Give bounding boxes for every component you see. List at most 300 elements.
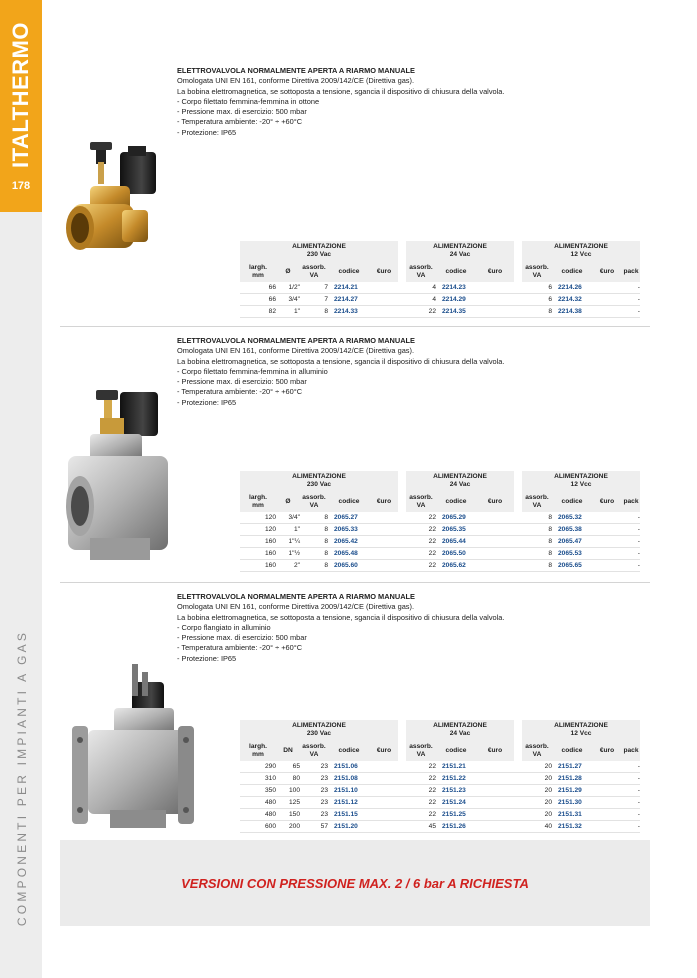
- brand-logo: [0, 0, 42, 180]
- group-header-230vac: ALIMENTAZIONE 230 Vac: [240, 241, 398, 261]
- group-gap: [398, 761, 406, 773]
- absorption-cell: 7: [300, 282, 328, 294]
- price-cell: [476, 560, 514, 572]
- column-header-code: codice: [436, 491, 476, 512]
- group-gap: [514, 241, 522, 261]
- price-cell: [592, 773, 622, 785]
- absorption-cell: 23: [300, 809, 328, 821]
- column-header-absorption: assorb. VA: [300, 491, 328, 512]
- column-header-price: €uro: [476, 740, 514, 761]
- code-cell: 2151.20: [328, 821, 370, 833]
- group-gap: [398, 809, 406, 821]
- absorption-cell: 23: [300, 785, 328, 797]
- absorption-cell: 22: [406, 809, 436, 821]
- brass-valve-image: [62, 142, 162, 314]
- width-cell: 350: [240, 785, 276, 797]
- pack-cell: -: [622, 548, 640, 560]
- code-cell: 2151.26: [436, 821, 476, 833]
- table-row: [240, 809, 640, 821]
- product-description: [177, 336, 504, 408]
- group-gap: [398, 294, 406, 306]
- product-section-1: [60, 66, 650, 324]
- price-cell: [476, 761, 514, 773]
- price-cell: [592, 809, 622, 821]
- absorption-cell: 20: [522, 809, 552, 821]
- absorption-cell: 22: [406, 761, 436, 773]
- group-gap: [514, 761, 522, 773]
- absorption-cell: 22: [406, 536, 436, 548]
- pressure-versions-banner: [60, 840, 650, 926]
- column-header-price: €uro: [592, 740, 622, 761]
- absorption-cell: 20: [522, 773, 552, 785]
- width-cell: 160: [240, 560, 276, 572]
- description-line: Omologata UNI EN 161, conforme Direttiva 2009/142/CE (Direttiva gas).: [177, 346, 415, 356]
- width-cell: 120: [240, 524, 276, 536]
- product-description: [177, 66, 504, 138]
- code-cell: 2065.50: [436, 548, 476, 560]
- absorption-cell: 22: [406, 512, 436, 524]
- price-cell: [370, 306, 398, 318]
- group-gap: [514, 740, 522, 761]
- column-header-code: codice: [552, 740, 592, 761]
- column-header-price: €uro: [370, 491, 398, 512]
- description-line: - Corpo filettato femmina-femmina in alluminio: [177, 366, 328, 376]
- description-line: - Protezione: IP65: [177, 127, 237, 137]
- dn-cell: 200: [276, 821, 300, 833]
- column-header-price: €uro: [370, 261, 398, 282]
- code-cell: 2214.33: [328, 306, 370, 318]
- description-line: - Temperatura ambiente: -20° ÷ +60°C: [177, 117, 303, 127]
- code-cell: 2151.24: [436, 797, 476, 809]
- column-header-diameter: Ø: [276, 491, 300, 512]
- column-header-price: €uro: [476, 491, 514, 512]
- price-cell: [592, 536, 622, 548]
- absorption-cell: 23: [300, 773, 328, 785]
- group-header-12vcc: ALIMENTAZIONE 12 Vcc: [522, 720, 640, 740]
- code-cell: 2151.27: [552, 761, 592, 773]
- group-gap: [514, 821, 522, 833]
- code-cell: 2151.15: [328, 809, 370, 821]
- table-row: [240, 282, 640, 294]
- absorption-cell: 6: [522, 294, 552, 306]
- width-cell: 120: [240, 512, 276, 524]
- column-header-width: largh. mm: [240, 740, 276, 761]
- group-gap: [398, 740, 406, 761]
- column-header-code: codice: [328, 261, 370, 282]
- pack-cell: -: [622, 809, 640, 821]
- table-row: [240, 773, 640, 785]
- column-header-pack: pack: [622, 491, 640, 512]
- description-line: - Temperatura ambiente: -20° ÷ +60°C: [177, 643, 303, 653]
- absorption-cell: 22: [406, 548, 436, 560]
- group-header-24vac: ALIMENTAZIONE 24 Vac: [406, 471, 514, 491]
- group-gap: [514, 809, 522, 821]
- price-cell: [476, 524, 514, 536]
- width-cell: 600: [240, 821, 276, 833]
- price-cell: [592, 294, 622, 306]
- absorption-cell: 57: [300, 821, 328, 833]
- column-header-width: largh. mm: [240, 261, 276, 282]
- code-cell: 2214.35: [436, 306, 476, 318]
- price-cell: [592, 548, 622, 560]
- banner-text: VERSIONI CON PRESSIONE MAX. 2 / 6 bar A RICHIESTA: [181, 876, 529, 891]
- section-divider: [60, 326, 650, 327]
- table-row: [240, 536, 640, 548]
- absorption-cell: 8: [522, 548, 552, 560]
- group-gap: [398, 773, 406, 785]
- group-header-12vcc: ALIMENTAZIONE 12 Vcc: [522, 241, 640, 261]
- pack-cell: -: [622, 797, 640, 809]
- dn-cell: 125: [276, 797, 300, 809]
- column-header-absorption: assorb. VA: [522, 491, 552, 512]
- group-gap: [514, 282, 522, 294]
- code-cell: 2151.25: [436, 809, 476, 821]
- product-title: ELETTROVALVOLA NORMALMENTE APERTA A RIARMO MANUALE: [177, 592, 415, 601]
- code-cell: 2065.29: [436, 512, 476, 524]
- group-gap: [514, 512, 522, 524]
- absorption-cell: 22: [406, 773, 436, 785]
- price-cell: [476, 512, 514, 524]
- code-cell: 2065.60: [328, 560, 370, 572]
- absorption-cell: 8: [300, 548, 328, 560]
- group-gap: [514, 797, 522, 809]
- section-divider: [60, 582, 650, 583]
- width-cell: 82: [240, 306, 276, 318]
- sidebar: [0, 0, 42, 978]
- price-cell: [592, 785, 622, 797]
- description-line: - Pressione max. di esercizio: 500 mbar: [177, 107, 307, 117]
- absorption-cell: 8: [300, 306, 328, 318]
- group-gap: [398, 261, 406, 282]
- absorption-cell: 23: [300, 797, 328, 809]
- group-gap: [514, 261, 522, 282]
- price-cell: [370, 536, 398, 548]
- absorption-cell: 7: [300, 294, 328, 306]
- absorption-cell: 23: [300, 761, 328, 773]
- code-cell: 2065.27: [328, 512, 370, 524]
- code-cell: 2151.21: [436, 761, 476, 773]
- absorption-cell: 20: [522, 761, 552, 773]
- price-cell: [476, 306, 514, 318]
- group-gap: [514, 491, 522, 512]
- group-gap: [398, 720, 406, 740]
- flanged-valve-image: [70, 664, 194, 834]
- width-cell: 290: [240, 761, 276, 773]
- absorption-cell: 8: [522, 306, 552, 318]
- pack-cell: -: [622, 536, 640, 548]
- pack-cell: -: [622, 773, 640, 785]
- aluminium-threaded-valve-image: [60, 388, 172, 576]
- group-gap: [398, 524, 406, 536]
- price-cell: [476, 785, 514, 797]
- table-row: [240, 294, 640, 306]
- absorption-cell: 8: [300, 536, 328, 548]
- column-header-width: largh. mm: [240, 491, 276, 512]
- column-header-price: €uro: [592, 491, 622, 512]
- code-cell: 2151.06: [328, 761, 370, 773]
- table-row: [240, 761, 640, 773]
- pack-cell: -: [622, 560, 640, 572]
- description-line: Omologata UNI EN 161, conforme Direttiva 2009/142/CE (Direttiva gas).: [177, 76, 415, 86]
- group-gap: [398, 560, 406, 572]
- code-cell: 2214.21: [328, 282, 370, 294]
- spec-table: [240, 471, 640, 572]
- code-cell: 2065.47: [552, 536, 592, 548]
- diameter-cell: 1"¼: [276, 536, 300, 548]
- dn-cell: 80: [276, 773, 300, 785]
- price-cell: [592, 282, 622, 294]
- group-header-12vcc: ALIMENTAZIONE 12 Vcc: [522, 471, 640, 491]
- group-gap: [514, 306, 522, 318]
- price-cell: [370, 809, 398, 821]
- group-gap: [398, 241, 406, 261]
- description-line: La bobina elettromagnetica, se sottoposta a tensione, sgancia il dispositivo di chiusura della valvola.: [177, 356, 505, 366]
- price-cell: [592, 761, 622, 773]
- width-cell: 480: [240, 797, 276, 809]
- price-cell: [592, 821, 622, 833]
- pack-cell: -: [622, 785, 640, 797]
- price-cell: [476, 797, 514, 809]
- code-cell: 2065.35: [436, 524, 476, 536]
- table-row: [240, 524, 640, 536]
- code-cell: 2151.23: [436, 785, 476, 797]
- pack-cell: -: [622, 761, 640, 773]
- group-header-230vac: ALIMENTAZIONE 230 Vac: [240, 471, 398, 491]
- absorption-cell: 45: [406, 821, 436, 833]
- group-gap: [398, 512, 406, 524]
- column-header-dn: DN: [276, 740, 300, 761]
- group-gap: [514, 294, 522, 306]
- price-cell: [370, 524, 398, 536]
- group-gap: [398, 491, 406, 512]
- absorption-cell: 22: [406, 785, 436, 797]
- table-row: [240, 512, 640, 524]
- table-row: [240, 548, 640, 560]
- description-line: - Temperatura ambiente: -20° ÷ +60°C: [177, 387, 303, 397]
- group-gap: [398, 785, 406, 797]
- product-section-3: [60, 592, 650, 838]
- absorption-cell: 22: [406, 560, 436, 572]
- absorption-cell: 20: [522, 785, 552, 797]
- group-gap: [398, 471, 406, 491]
- diameter-cell: 1": [276, 524, 300, 536]
- code-cell: 2151.32: [552, 821, 592, 833]
- description-line: - Pressione max. di esercizio: 500 mbar: [177, 633, 307, 643]
- product-section-2: [60, 336, 650, 580]
- diameter-cell: 3/4": [276, 294, 300, 306]
- price-cell: [370, 548, 398, 560]
- description-line: La bobina elettromagnetica, se sottoposta a tensione, sgancia il dispositivo di chiusura della valvola.: [177, 612, 505, 622]
- price-cell: [370, 773, 398, 785]
- group-gap: [514, 548, 522, 560]
- description-line: Omologata UNI EN 161, conforme Direttiva 2009/142/CE (Direttiva gas).: [177, 602, 415, 612]
- price-cell: [476, 809, 514, 821]
- group-header-24vac: ALIMENTAZIONE 24 Vac: [406, 720, 514, 740]
- column-header-code: codice: [328, 491, 370, 512]
- pack-cell: -: [622, 524, 640, 536]
- code-cell: 2065.44: [436, 536, 476, 548]
- column-header-absorption: assorb. VA: [300, 261, 328, 282]
- description-line: - Protezione: IP65: [177, 397, 237, 407]
- price-cell: [370, 761, 398, 773]
- description-line: - Corpo filettato femmina-femmina in ottone: [177, 96, 320, 106]
- code-cell: 2214.29: [436, 294, 476, 306]
- absorption-cell: 4: [406, 294, 436, 306]
- absorption-cell: 8: [522, 560, 552, 572]
- diameter-cell: 2": [276, 560, 300, 572]
- column-header-absorption: assorb. VA: [522, 261, 552, 282]
- width-cell: 480: [240, 809, 276, 821]
- code-cell: 2151.22: [436, 773, 476, 785]
- column-header-price: €uro: [592, 261, 622, 282]
- table-row: [240, 560, 640, 572]
- column-header-absorption: assorb. VA: [522, 740, 552, 761]
- dn-cell: 65: [276, 761, 300, 773]
- code-cell: 2151.10: [328, 785, 370, 797]
- group-gap: [398, 536, 406, 548]
- pack-cell: -: [622, 294, 640, 306]
- column-header-absorption: assorb. VA: [300, 740, 328, 761]
- code-cell: 2151.08: [328, 773, 370, 785]
- absorption-cell: 6: [522, 282, 552, 294]
- product-title: ELETTROVALVOLA NORMALMENTE APERTA A RIARMO MANUALE: [177, 66, 415, 75]
- column-header-code: codice: [436, 261, 476, 282]
- code-cell: 2151.29: [552, 785, 592, 797]
- code-cell: 2214.32: [552, 294, 592, 306]
- group-gap: [514, 471, 522, 491]
- price-cell: [370, 282, 398, 294]
- code-cell: 2065.38: [552, 524, 592, 536]
- group-gap: [398, 306, 406, 318]
- price-cell: [592, 797, 622, 809]
- group-gap: [514, 785, 522, 797]
- description-line: La bobina elettromagnetica, se sottoposta a tensione, sgancia il dispositivo di chiusura della valvola.: [177, 86, 505, 96]
- group-gap: [398, 797, 406, 809]
- column-header-absorption: assorb. VA: [406, 261, 436, 282]
- price-cell: [476, 548, 514, 560]
- absorption-cell: 8: [522, 512, 552, 524]
- price-cell: [592, 512, 622, 524]
- diameter-cell: 1"½: [276, 548, 300, 560]
- spec-table: [240, 720, 640, 833]
- table-row: [240, 797, 640, 809]
- pack-cell: -: [622, 282, 640, 294]
- pack-cell: -: [622, 821, 640, 833]
- price-cell: [370, 797, 398, 809]
- code-cell: 2151.30: [552, 797, 592, 809]
- width-cell: 160: [240, 548, 276, 560]
- description-line: - Corpo flangiato in alluminio: [177, 622, 271, 632]
- code-cell: 2065.53: [552, 548, 592, 560]
- code-cell: 2065.65: [552, 560, 592, 572]
- price-cell: [592, 560, 622, 572]
- column-header-pack: pack: [622, 740, 640, 761]
- group-gap: [398, 548, 406, 560]
- width-cell: 160: [240, 536, 276, 548]
- column-header-code: codice: [328, 740, 370, 761]
- brand-text: ITALTHERMO: [8, 22, 33, 168]
- group-header-230vac: ALIMENTAZIONE 230 Vac: [240, 720, 398, 740]
- price-cell: [592, 306, 622, 318]
- price-cell: [476, 282, 514, 294]
- section-vertical-title: COMPONENTI PER IMPIANTI A GAS: [15, 629, 29, 927]
- width-cell: 310: [240, 773, 276, 785]
- width-cell: 66: [240, 294, 276, 306]
- group-gap: [398, 282, 406, 294]
- table-row: [240, 785, 640, 797]
- column-header-price: €uro: [370, 740, 398, 761]
- group-gap: [514, 720, 522, 740]
- column-header-absorption: assorb. VA: [406, 740, 436, 761]
- width-cell: 66: [240, 282, 276, 294]
- price-cell: [370, 560, 398, 572]
- column-header-code: codice: [552, 261, 592, 282]
- pack-cell: -: [622, 306, 640, 318]
- code-cell: 2065.42: [328, 536, 370, 548]
- price-cell: [476, 821, 514, 833]
- description-line: - Pressione max. di esercizio: 500 mbar: [177, 377, 307, 387]
- absorption-cell: 20: [522, 797, 552, 809]
- column-header-absorption: assorb. VA: [406, 491, 436, 512]
- absorption-cell: 8: [300, 512, 328, 524]
- absorption-cell: 22: [406, 797, 436, 809]
- code-cell: 2214.26: [552, 282, 592, 294]
- group-gap: [398, 821, 406, 833]
- table-row: [240, 306, 640, 318]
- price-cell: [476, 536, 514, 548]
- diameter-cell: 1": [276, 306, 300, 318]
- group-gap: [514, 773, 522, 785]
- group-gap: [514, 560, 522, 572]
- column-header-pack: pack: [622, 261, 640, 282]
- spec-table: [240, 241, 640, 318]
- price-cell: [370, 785, 398, 797]
- column-header-diameter: Ø: [276, 261, 300, 282]
- price-cell: [370, 821, 398, 833]
- table-row: [240, 821, 640, 833]
- group-header-24vac: ALIMENTAZIONE 24 Vac: [406, 241, 514, 261]
- group-gap: [514, 524, 522, 536]
- absorption-cell: 8: [300, 524, 328, 536]
- code-cell: 2065.48: [328, 548, 370, 560]
- absorption-cell: 8: [300, 560, 328, 572]
- absorption-cell: 40: [522, 821, 552, 833]
- absorption-cell: 22: [406, 306, 436, 318]
- price-cell: [370, 512, 398, 524]
- absorption-cell: 8: [522, 536, 552, 548]
- absorption-cell: 4: [406, 282, 436, 294]
- column-header-code: codice: [552, 491, 592, 512]
- code-cell: 2214.38: [552, 306, 592, 318]
- product-description: [177, 592, 504, 664]
- absorption-cell: 8: [522, 524, 552, 536]
- page-number: 178: [11, 180, 31, 192]
- product-title: ELETTROVALVOLA NORMALMENTE APERTA A RIARMO MANUALE: [177, 336, 415, 345]
- price-cell: [476, 294, 514, 306]
- code-cell: 2151.12: [328, 797, 370, 809]
- code-cell: 2151.28: [552, 773, 592, 785]
- pack-cell: -: [622, 512, 640, 524]
- code-cell: 2065.62: [436, 560, 476, 572]
- column-header-price: €uro: [476, 261, 514, 282]
- dn-cell: 150: [276, 809, 300, 821]
- code-cell: 2214.23: [436, 282, 476, 294]
- diameter-cell: 1/2": [276, 282, 300, 294]
- absorption-cell: 22: [406, 524, 436, 536]
- group-gap: [514, 536, 522, 548]
- code-cell: 2214.27: [328, 294, 370, 306]
- dn-cell: 100: [276, 785, 300, 797]
